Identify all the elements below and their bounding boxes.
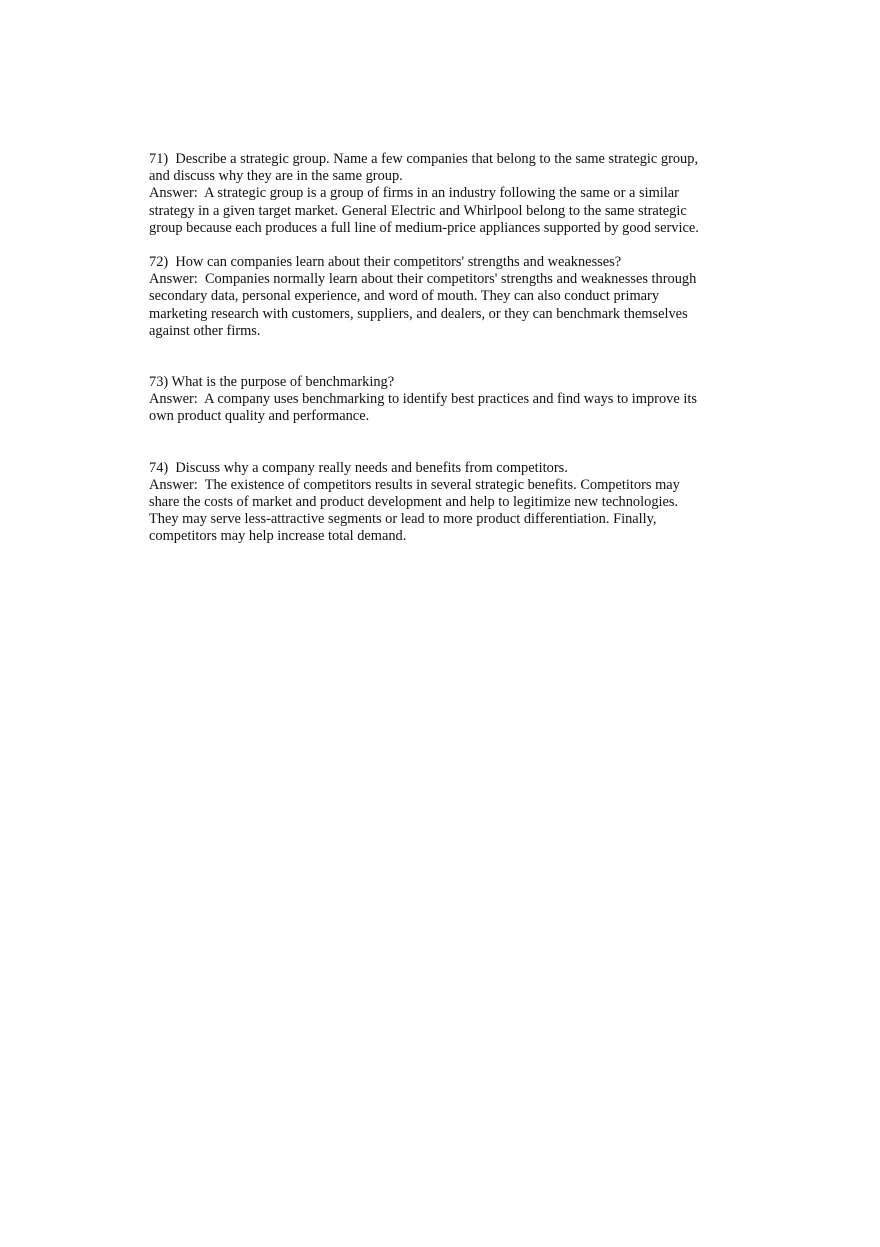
question-74-line-1: 74) Discuss why a company really needs and benefits from competitors. bbox=[149, 459, 568, 476]
question-72 bbox=[149, 254, 734, 340]
spacer bbox=[149, 237, 734, 254]
question-74 bbox=[149, 460, 734, 546]
question-73 bbox=[149, 374, 734, 426]
document-content bbox=[149, 151, 734, 546]
question-71-line-2: and discuss why they are in the same group. bbox=[149, 168, 403, 185]
answer-72-line-3: marketing research with customers, suppliers, and dealers, or they can benchmark themselves bbox=[149, 305, 688, 322]
answer-71-line-3: group because each produces a full line of medium-price appliances supported by good service. bbox=[149, 219, 699, 236]
answer-73-line-1: Answer: A company uses benchmarking to identify best practices and find ways to improve its bbox=[149, 391, 697, 408]
answer-73-line-2: own product quality and performance. bbox=[149, 408, 370, 425]
answer-74-line-3: They may serve less-attractive segments or lead to more product differentiation. Finally, bbox=[149, 511, 657, 528]
answer-74-line-1: Answer: The existence of competitors results in several strategic benefits. Competitors may bbox=[149, 476, 680, 493]
answer-71-line-2: strategy in a given target market. General Electric and Whirlpool belong to the same strategic bbox=[149, 202, 687, 219]
spacer bbox=[149, 340, 734, 374]
question-72-line-1: 72) How can companies learn about their competitors' strengths and weaknesses? bbox=[149, 254, 622, 271]
answer-71-line-1: Answer: A strategic group is a group of firms in an industry following the same or a similar bbox=[149, 185, 679, 202]
answer-74-line-2: share the costs of market and product development and help to legitimize new technologies. bbox=[149, 494, 679, 511]
answer-72-line-4: against other firms. bbox=[149, 322, 261, 339]
question-71-line-1: 71) Describe a strategic group. Name a few companies that belong to the same strategic group, bbox=[149, 151, 699, 167]
answer-72-line-1: Answer: Companies normally learn about their competitors' strengths and weaknesses through bbox=[149, 271, 697, 288]
question-71 bbox=[149, 151, 734, 237]
spacer bbox=[149, 426, 734, 460]
question-73-line-1: 73) What is the purpose of benchmarking? bbox=[149, 374, 395, 391]
answer-74-line-4: competitors may help increase total demand. bbox=[149, 528, 407, 545]
answer-72-line-2: secondary data, personal experience, and word of mouth. They can also conduct primary bbox=[149, 288, 660, 305]
